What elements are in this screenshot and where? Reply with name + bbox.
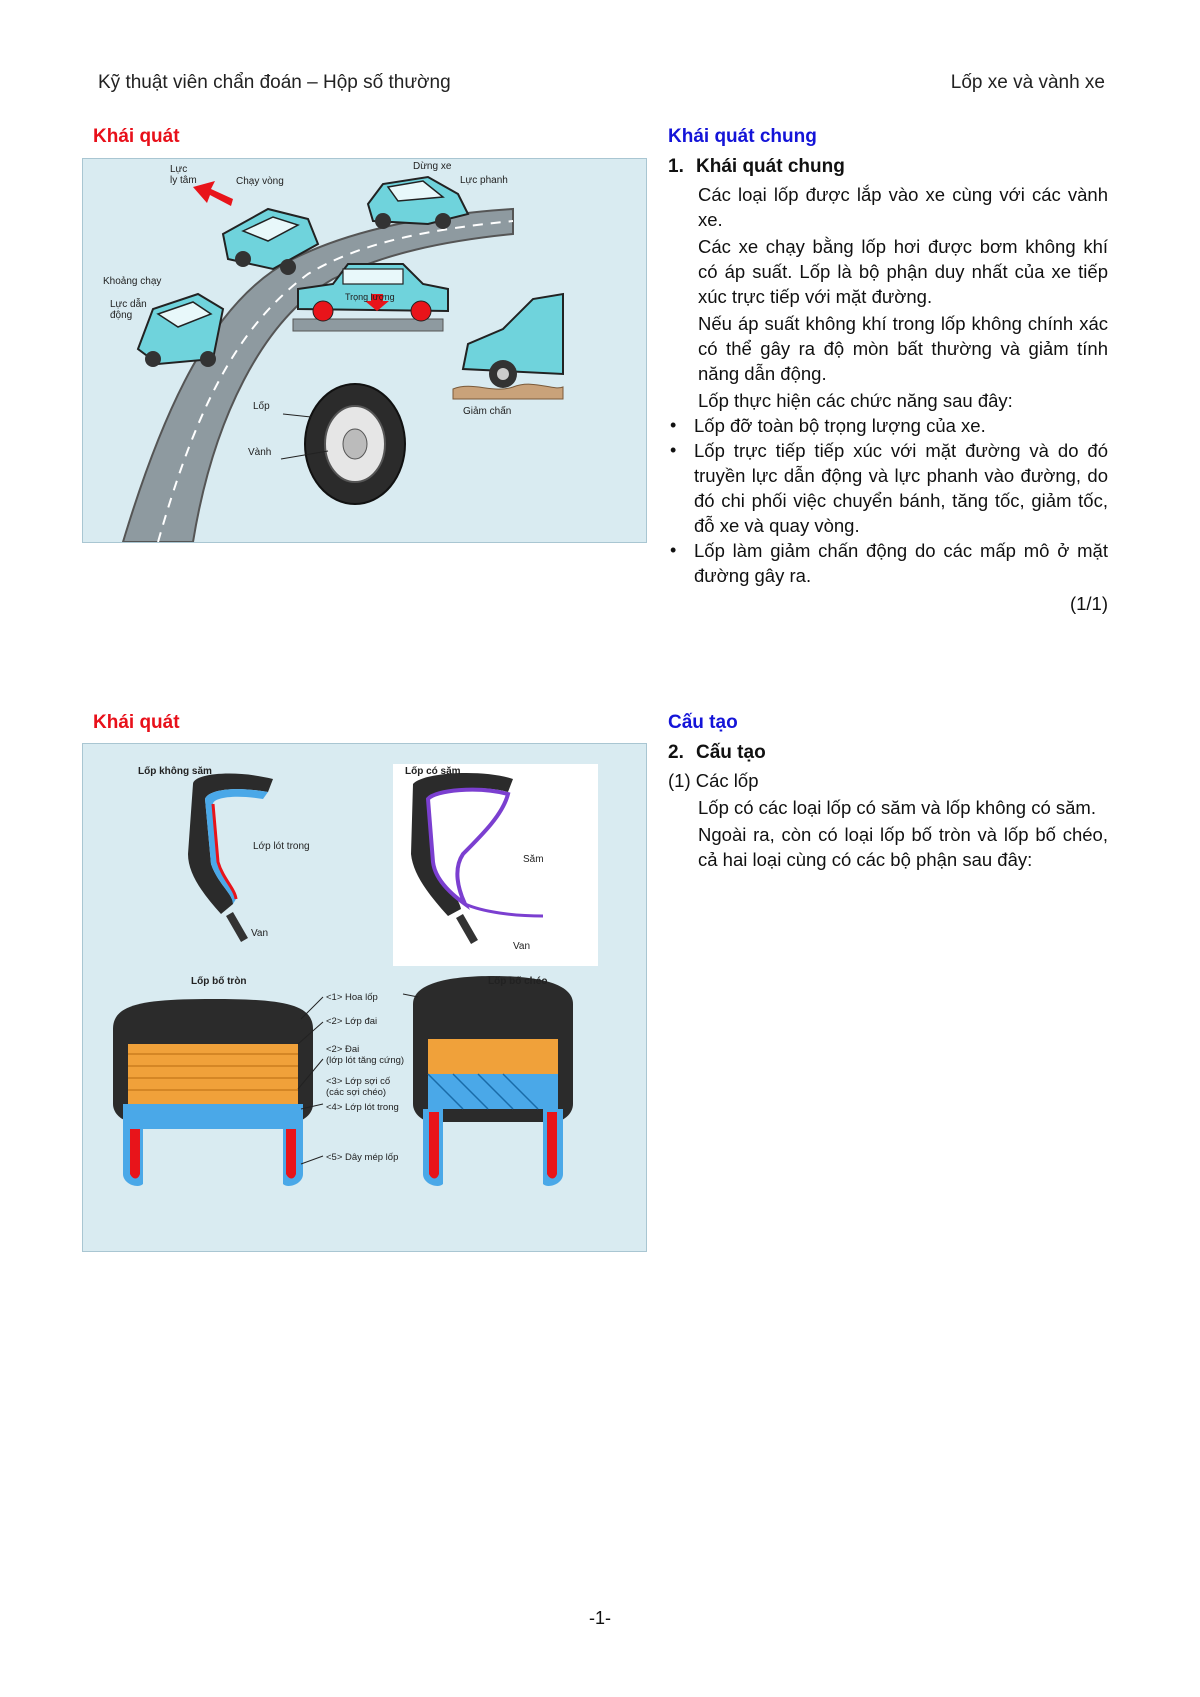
paragraph: Các xe chạy bằng lốp hơi được bơm không khí có áp suất. Lốp là bộ phận duy nhất của xe tiếp xúc trực tiếp với mặt đường. xyxy=(698,236,1108,307)
damping-car xyxy=(453,294,563,399)
label-part: (lớp lót tăng cứng) xyxy=(326,1055,405,1066)
centrifugal-arrow xyxy=(193,181,233,206)
section-1-title: Khái quát chung xyxy=(668,126,817,147)
label-drive-force-2: động xyxy=(110,310,133,321)
tire-functions-illustration xyxy=(83,159,646,542)
figure-tire-construction xyxy=(82,743,647,1252)
label-tubeless: Lốp không săm xyxy=(138,766,212,777)
paragraph: Các loại lốp được lắp vào xe cùng với các vành xe. xyxy=(698,184,1108,230)
label-tube-type: Lốp có săm xyxy=(405,766,461,777)
paragraph: Lốp có các loại lốp có săm và lốp không có săm. xyxy=(698,797,1096,818)
label-weight: Trọng lượng xyxy=(345,292,395,302)
label-braking-force: Lực phanh xyxy=(460,175,508,186)
header-left: Kỹ thuật viên chẩn đoán – Hộp số thường xyxy=(98,72,451,93)
subheading: (1) Các lốp xyxy=(668,770,759,791)
label-damping: Giảm chấn xyxy=(463,406,512,417)
label-tube: Săm xyxy=(523,854,544,865)
list-item: • Lốp trực tiếp tiếp xúc với mặt đường và do đó truyền lực dẫn động và lực phanh vào đường, do đó chi phối việc chuyển bánh, tăng tốc, giảm tốc, đỗ xe và quay vòng. xyxy=(668,438,1108,538)
label-part: (các sợi chéo) xyxy=(326,1087,387,1098)
label-part: <1> Hoa lốp xyxy=(326,992,378,1003)
label-centrifugal-1: Lực xyxy=(170,164,188,175)
label-part: <3> Lớp sợi cố xyxy=(326,1076,391,1087)
label-valve: Van xyxy=(251,928,269,939)
label-rim: Vành xyxy=(248,447,272,458)
label-radial: Lốp bố tròn xyxy=(191,976,247,987)
label-inner-liner: Lớp lót trong xyxy=(253,841,310,852)
header-right: Lốp xe và vành xe xyxy=(950,72,1105,93)
section-1-body xyxy=(668,154,1108,616)
section-1-heading xyxy=(668,154,1108,179)
figure-1-title: Khái quát xyxy=(93,126,180,147)
tire-construction-illustration xyxy=(83,744,646,1251)
label-tire: Lốp xyxy=(253,401,270,412)
label-drive-force-1: Lực dẫn xyxy=(110,299,147,310)
section-2-heading xyxy=(668,740,1108,765)
label-part: <2> Đai xyxy=(326,1044,360,1055)
section-2-heading-text: Cấu tạo xyxy=(696,742,766,763)
tubeless-section xyxy=(188,774,273,942)
section-2-number: 2. xyxy=(668,742,684,763)
figure-tire-functions xyxy=(82,158,647,543)
label-centrifugal-2: ly tâm xyxy=(170,175,197,186)
figure-2-title: Khái quát xyxy=(93,712,180,733)
label-valve-2: Van xyxy=(513,941,531,952)
label-part: <2> Lớp đai xyxy=(326,1016,378,1027)
page-reference: (1/1) xyxy=(1069,593,1108,614)
driving-car xyxy=(138,294,223,367)
paragraph: Ngoài ra, còn có loại lốp bố tròn và lốp bố chéo, cả hai loại cùng có các bộ phận sau đây: xyxy=(698,824,1108,870)
page-number: -1- xyxy=(589,1608,611,1628)
section-1-heading-text: Khái quát chung xyxy=(696,156,845,177)
tire-rim-drawing xyxy=(305,384,405,504)
list-item: • Lốp đỡ toàn bộ trọng lượng của xe. xyxy=(668,413,1108,438)
radial-tire-cutaway xyxy=(113,999,313,1186)
section-2-body xyxy=(668,740,1108,872)
curved-road xyxy=(123,209,513,542)
label-stopping: Dừng xe xyxy=(413,161,452,172)
paragraph: Nếu áp suất không khí trong lốp không chính xác có thể gây ra độ mòn bất thường và giảm tính năng dẫn động. xyxy=(698,313,1108,384)
section-2-title: Cấu tạo xyxy=(668,712,738,733)
bias-tire-cutaway xyxy=(413,976,573,1186)
label-bias: Lốp bố chéo xyxy=(488,976,548,987)
list-item: • Lốp làm giảm chấn động do các mấp mô ở mặt đường gây ra. xyxy=(668,538,1108,588)
label-cornering: Chạy vòng xyxy=(236,176,284,187)
section-1-number: 1. xyxy=(668,156,684,177)
label-driving: Khoảng chạy xyxy=(103,276,162,287)
function-list xyxy=(668,413,1108,588)
paragraph: Lốp thực hiện các chức năng sau đây: xyxy=(698,390,1013,411)
label-part: <4> Lớp lót trong xyxy=(326,1102,399,1113)
label-part: <5> Dây mép lốp xyxy=(326,1152,399,1163)
